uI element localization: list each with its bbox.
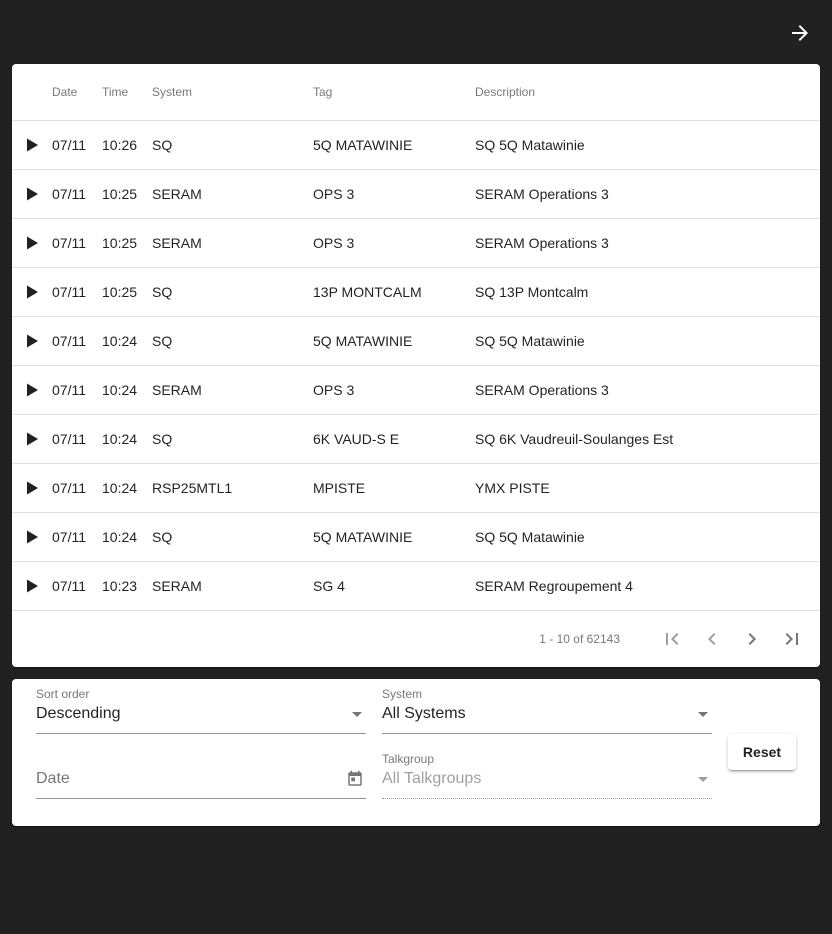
system-cell: SERAM: [152, 562, 313, 611]
calendar-icon[interactable]: [346, 770, 364, 788]
top-bar: [0, 0, 832, 64]
tag-cell: 5Q MATAWINIE: [313, 121, 475, 170]
play-button[interactable]: [12, 415, 52, 463]
date-cell: 07/11: [52, 366, 102, 415]
play-cell: [12, 268, 52, 317]
dropdown-arrow-icon: [698, 777, 708, 782]
header-tag: Tag: [313, 64, 475, 121]
time-cell: 10:24: [102, 366, 152, 415]
play-button[interactable]: [12, 366, 52, 414]
date-cell: 07/11: [52, 121, 102, 170]
sort-order-value: Descending: [36, 705, 121, 722]
tag-cell: OPS 3: [313, 170, 475, 219]
time-cell: 10:23: [102, 562, 152, 611]
first-page-button[interactable]: [652, 619, 692, 659]
date-cell: 07/11: [52, 513, 102, 562]
last-page-button[interactable]: [772, 619, 812, 659]
header-play: [12, 64, 52, 121]
table-row: [12, 268, 820, 317]
header-date: Date: [52, 64, 102, 121]
field-underline: [382, 733, 712, 734]
system-cell: SERAM: [152, 366, 313, 415]
exit-button[interactable]: [780, 13, 820, 53]
table-row: [12, 219, 820, 268]
tag-cell: 5Q MATAWINIE: [313, 513, 475, 562]
tag-cell: 6K VAUD-S E: [313, 415, 475, 464]
sort-order-label: Sort order: [36, 687, 90, 701]
play-icon: [24, 333, 40, 349]
dropdown-arrow-icon: [352, 712, 362, 717]
play-cell: [12, 219, 52, 268]
paginator: [12, 611, 820, 667]
date-cell: 07/11: [52, 317, 102, 366]
tag-cell: MPISTE: [313, 464, 475, 513]
play-button[interactable]: [12, 219, 52, 267]
description-cell: SQ 5Q Matawinie: [475, 513, 820, 562]
play-icon: [24, 186, 40, 202]
play-button[interactable]: [12, 268, 52, 316]
play-icon: [24, 382, 40, 398]
play-cell: [12, 513, 52, 562]
table-row: [12, 415, 820, 464]
play-icon: [24, 284, 40, 300]
table-row: [12, 170, 820, 219]
tag-cell: OPS 3: [313, 219, 475, 268]
filter-card: [12, 679, 820, 826]
table-header-row: [12, 64, 820, 121]
time-cell: 10:25: [102, 268, 152, 317]
description-cell: SERAM Operations 3: [475, 366, 820, 415]
first-page-icon: [660, 627, 684, 651]
calls-table: [12, 64, 820, 611]
play-cell: [12, 170, 52, 219]
date-field[interactable]: [36, 752, 366, 799]
tag-cell: 13P MONTCALM: [313, 268, 475, 317]
description-cell: SERAM Regroupement 4: [475, 562, 820, 611]
system-cell: SQ: [152, 317, 313, 366]
talkgroup-select[interactable]: [382, 752, 712, 799]
header-time: Time: [102, 64, 152, 121]
date-cell: 07/11: [52, 219, 102, 268]
table-row: [12, 513, 820, 562]
paginator-range: 1 - 10 of 62143: [539, 632, 620, 646]
next-page-icon: [740, 627, 764, 651]
date-cell: 07/11: [52, 415, 102, 464]
play-icon: [24, 480, 40, 496]
play-icon: [24, 431, 40, 447]
previous-page-icon: [700, 627, 724, 651]
tag-cell: SG 4: [313, 562, 475, 611]
description-cell: YMX PISTE: [475, 464, 820, 513]
field-underline: [36, 733, 366, 734]
talkgroup-label: Talkgroup: [382, 752, 435, 766]
time-cell: 10:24: [102, 415, 152, 464]
play-cell: [12, 121, 52, 170]
time-cell: 10:25: [102, 170, 152, 219]
table-row: [12, 562, 820, 611]
description-cell: SQ 6K Vaudreuil-Soulanges Est: [475, 415, 820, 464]
system-cell: SQ: [152, 415, 313, 464]
time-cell: 10:24: [102, 513, 152, 562]
time-cell: 10:25: [102, 219, 152, 268]
field-underline: [36, 798, 366, 799]
system-cell: SERAM: [152, 170, 313, 219]
description-cell: SQ 5Q Matawinie: [475, 317, 820, 366]
play-cell: [12, 464, 52, 513]
time-cell: 10:24: [102, 464, 152, 513]
description-cell: SERAM Operations 3: [475, 170, 820, 219]
play-button[interactable]: [12, 562, 52, 610]
play-icon: [24, 235, 40, 251]
description-cell: SERAM Operations 3: [475, 219, 820, 268]
date-placeholder: Date: [36, 770, 70, 787]
play-icon: [24, 529, 40, 545]
tag-cell: OPS 3: [313, 366, 475, 415]
tag-cell: 5Q MATAWINIE: [313, 317, 475, 366]
previous-page-button[interactable]: [692, 619, 732, 659]
play-button[interactable]: [12, 513, 52, 561]
arrow-right-icon: [788, 21, 812, 45]
header-description: Description: [475, 64, 820, 121]
reset-button[interactable]: Reset: [728, 734, 796, 770]
date-cell: 07/11: [52, 464, 102, 513]
play-button[interactable]: [12, 170, 52, 218]
time-cell: 10:24: [102, 317, 152, 366]
description-cell: SQ 13P Montcalm: [475, 268, 820, 317]
sort-order-select[interactable]: [36, 687, 366, 734]
field-underline: [382, 798, 712, 799]
table-row: [12, 464, 820, 513]
system-cell: RSP25MTL1: [152, 464, 313, 513]
system-cell: SQ: [152, 121, 313, 170]
system-select[interactable]: [382, 687, 712, 734]
system-cell: SQ: [152, 268, 313, 317]
description-cell: SQ 5Q Matawinie: [475, 121, 820, 170]
play-cell: [12, 366, 52, 415]
play-button[interactable]: [12, 464, 52, 512]
system-cell: SERAM: [152, 219, 313, 268]
system-cell: SQ: [152, 513, 313, 562]
header-system: System: [152, 64, 313, 121]
dropdown-arrow-icon: [698, 712, 708, 717]
play-icon: [24, 578, 40, 594]
calls-table-card: [12, 64, 820, 667]
play-cell: [12, 317, 52, 366]
time-cell: 10:26: [102, 121, 152, 170]
play-button[interactable]: [12, 121, 52, 169]
play-cell: [12, 415, 52, 464]
table-row: [12, 121, 820, 170]
talkgroup-value: All Talkgroups: [382, 770, 482, 787]
play-icon: [24, 137, 40, 153]
next-page-button[interactable]: [732, 619, 772, 659]
last-page-icon: [780, 627, 804, 651]
play-button[interactable]: [12, 317, 52, 365]
play-cell: [12, 562, 52, 611]
date-cell: 07/11: [52, 268, 102, 317]
date-cell: 07/11: [52, 170, 102, 219]
table-row: [12, 317, 820, 366]
table-row: [12, 366, 820, 415]
date-cell: 07/11: [52, 562, 102, 611]
system-value: All Systems: [382, 705, 466, 722]
system-label: System: [382, 687, 423, 701]
